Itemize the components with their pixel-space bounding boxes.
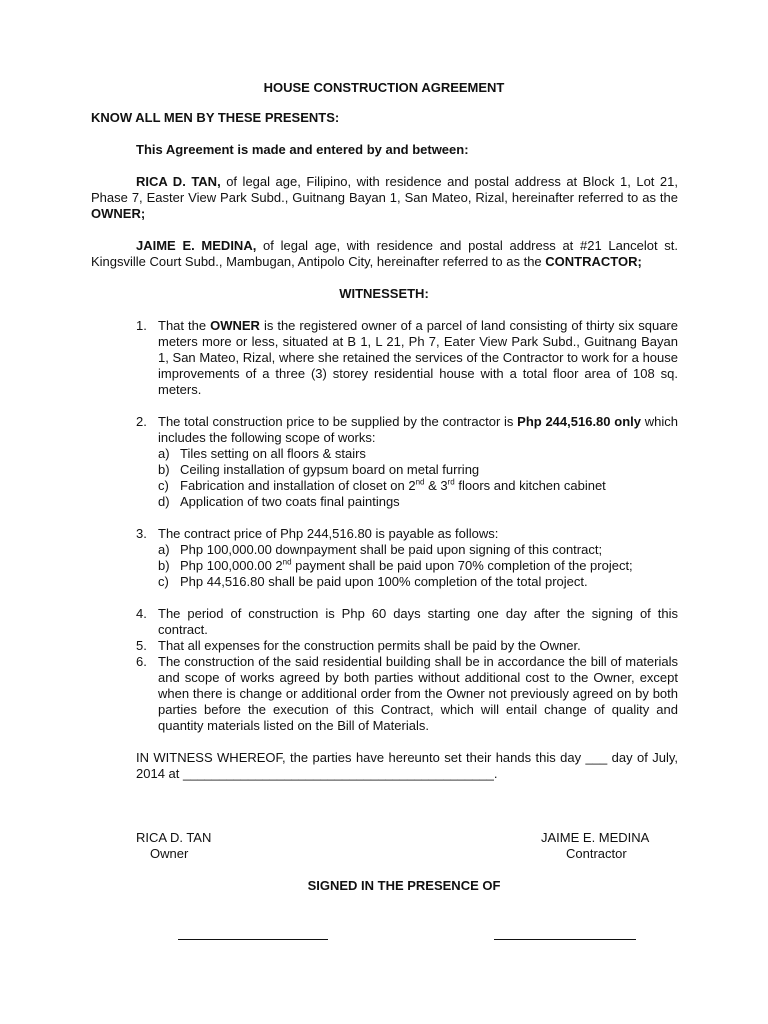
- contractor-signatory-name: JAIME E. MEDINA: [541, 830, 650, 845]
- superscript: nd: [415, 477, 425, 487]
- scope-item-d: [158, 494, 678, 510]
- scope-item-c: [158, 478, 678, 494]
- list-number: 3.: [136, 526, 147, 541]
- sub-text: Ceiling installation of gypsum board on metal furring: [180, 462, 480, 477]
- list-text: [158, 414, 678, 446]
- payment-item-a: [158, 542, 678, 558]
- sub-marker: b): [158, 462, 170, 477]
- list-text: That all expenses for the construction permits shall be paid by the Owner.: [158, 638, 581, 653]
- contractor-text: of legal age, with residence and postal address at #21 Lancelot st. Kingsville Court Subd., Mambugan, Antipolo City, hereinafter referred to as the: [91, 238, 678, 269]
- sub-text: Php 44,516.80 shall be paid upon 100% completion of the total project.: [180, 574, 588, 589]
- sub-text: Application of two coats final paintings: [180, 494, 400, 509]
- contractor-signatory-role: Contractor: [566, 846, 627, 861]
- list-number: 2.: [136, 414, 147, 429]
- list-text: [158, 318, 678, 398]
- list-item-3: [136, 526, 678, 590]
- item2-price: Php 244,516.80 only: [517, 414, 641, 429]
- list-number: 6.: [136, 654, 147, 669]
- signed-presence-heading: SIGNED IN THE PRESENCE OF: [307, 878, 501, 893]
- item2-pre: The total construction price to be supplied by the contractor is: [158, 414, 518, 429]
- owner-text: of legal age, Filipino, with residence and postal address at Block 1, Lot 21, Phase 7, Easter View Park Subd., Guitnang Bayan 1, San Mateo, Rizal, hereinafter referred to as the: [91, 174, 678, 205]
- sub-text: payment shall be paid upon 70% completion of the project;: [291, 558, 633, 573]
- sub-text: Php 100,000.00 downpayment shall be paid upon signing of this contract;: [180, 542, 603, 557]
- payment-item-b: [158, 558, 678, 574]
- list-text: The period of construction is Php 60 days starting one day after the signing of this contract.: [158, 606, 678, 637]
- sub-text: Fabrication and installation of closet on 2: [180, 478, 416, 493]
- payment-list: [158, 542, 678, 590]
- sub-marker: c): [158, 478, 169, 493]
- witness-signature-line-right: [494, 939, 636, 940]
- document-title: HOUSE CONSTRUCTION AGREEMENT: [263, 80, 505, 95]
- sub-marker: a): [158, 446, 170, 461]
- owner-signatory-role: Owner: [150, 846, 189, 861]
- list-number: 1.: [136, 318, 147, 333]
- witnesseth-heading: WITNESSETH:: [339, 286, 429, 301]
- witness-signature-line-left: [178, 939, 328, 940]
- contractor-name: JAIME E. MEDINA,: [136, 238, 257, 253]
- owner-paragraph: [91, 174, 678, 222]
- sub-text: & 3: [424, 478, 448, 493]
- list-item-4: [136, 606, 678, 638]
- intro-line: This Agreement is made and entered by and between:: [136, 142, 469, 157]
- superscript: nd: [282, 557, 292, 567]
- payment-item-c: [158, 574, 678, 590]
- sub-text: Php 100,000.00 2: [180, 558, 283, 573]
- witness-whereof-paragraph: IN WITNESS WHEREOF, the parties have hereunto set their hands this day ___ day of July, 2014 at ___________________________________________.: [136, 750, 678, 781]
- list-text: The construction of the said residential building shall be in accordance the bill of materials and scope of works agreed by both parties without additional cost to the Owner, except when there is change or additional order from the Owner not previously agreed on by both parties before the execution of this Contract, which will entail change of quality and quantity materials listed on the Bill of Materials.: [158, 654, 678, 733]
- item1-post: is the registered owner of a parcel of land consisting of thirty six square meters more or less, situated at B 1, L 21, Ph 7, Eater View Park Subd., Guitnang Bayan 1, San Mateo, Rizal, where she retained the services of the Contractor to work for a house improvements of a three (3) storey residential house with a total floor area of 108 sq. meters.: [158, 318, 678, 397]
- sub-text: floors and kitchen cabinet: [454, 478, 606, 493]
- owner-signatory-name: RICA D. TAN: [136, 830, 212, 845]
- sub-text: Tiles setting on all floors & stairs: [180, 446, 366, 461]
- item1-owner: OWNER: [210, 318, 260, 333]
- sub-marker: b): [158, 558, 170, 573]
- list-item-5: [136, 638, 678, 654]
- owner-role: OWNER;: [91, 206, 146, 221]
- contractor-paragraph: [91, 238, 678, 270]
- sub-marker: a): [158, 542, 170, 557]
- scope-list: [158, 446, 678, 510]
- know-all-heading: KNOW ALL MEN BY THESE PRESENTS:: [91, 110, 340, 125]
- sub-marker: d): [158, 494, 170, 509]
- owner-name: RICA D. TAN,: [136, 174, 221, 189]
- superscript: rd: [447, 477, 455, 487]
- sub-marker: c): [158, 574, 169, 589]
- list-item-1: [136, 318, 678, 398]
- scope-item-b: [158, 462, 678, 478]
- list-number: 5.: [136, 638, 147, 653]
- item1-pre: That the: [158, 318, 211, 333]
- list-text: The contract price of Php 244,516.80 is payable as follows:: [158, 526, 499, 541]
- list-item-6: [136, 654, 678, 734]
- item2-post: which includes the following scope of works:: [158, 414, 678, 445]
- scope-item-a: [158, 446, 678, 462]
- list-number: 4.: [136, 606, 147, 621]
- list-item-2: [136, 414, 678, 510]
- contractor-role: CONTRACTOR;: [545, 254, 642, 269]
